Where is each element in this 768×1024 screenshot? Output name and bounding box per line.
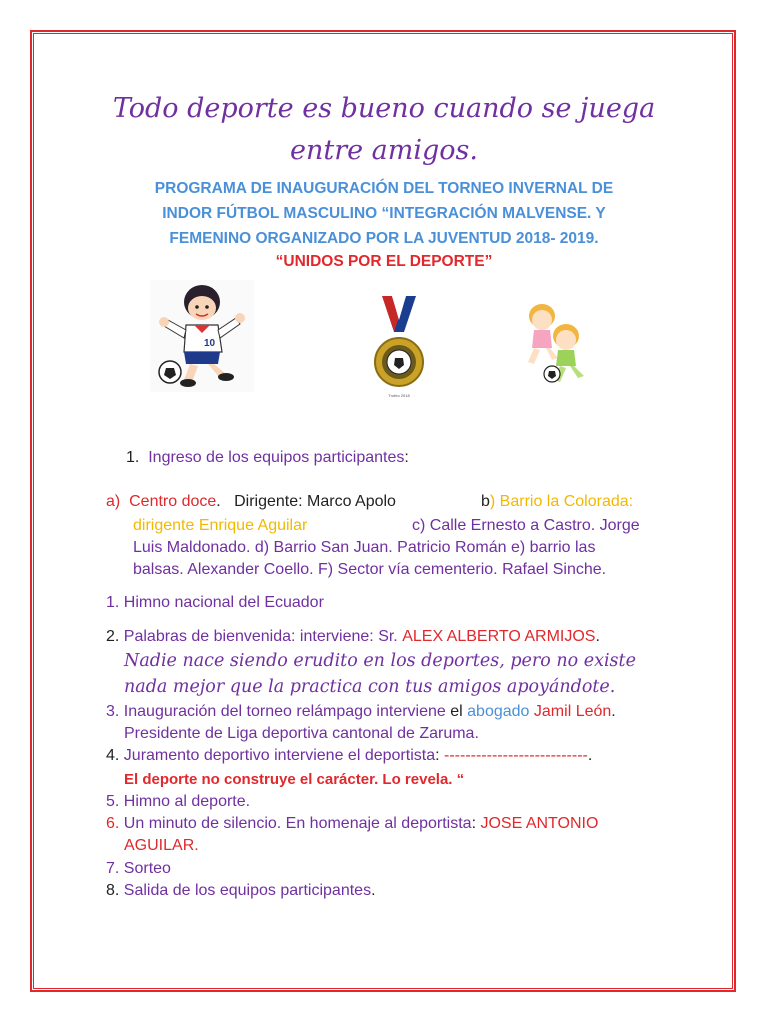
soccer-player-illustration [150, 280, 254, 392]
himno-nacional: 1. Himno nacional del Ecuador [106, 594, 324, 611]
item-8: 8. Salida de los equipos participantes. [106, 882, 376, 899]
medal-caption: Trofeo 2018 [388, 393, 410, 398]
item-2: 2. Palabras de bienvenida: interviene: Sr. ALEX ALBERTO ARMIJOS. [106, 628, 600, 645]
item-7: 7. Sorteo [106, 860, 171, 877]
program-line-1: PROGRAMA DE INAUGURACIÓN DEL TORNEO INVERNAL DE [154, 180, 614, 197]
item-5: 5. Himno al deporte. [106, 793, 251, 810]
program-line-2: INDOR FÚTBOL MASCULINO “INTEGRACIÓN MALVENSE. Y [162, 205, 606, 222]
quote-1-line-2: nada mejor que la practica con tus amigos apoyándote. [124, 677, 616, 697]
item-3-line-2: Presidente de Liga deportiva cantonal de Zaruma. [124, 725, 479, 742]
teams-line-1b: b) Barrio la Colorada: [481, 493, 634, 510]
program-line-3: FEMENINO ORGANIZADO POR LA JUVENTUD 2018- 2019. [169, 230, 599, 247]
program-heading [70, 176, 698, 251]
item-6: 6. Un minuto de silencio. En homenaje al deportista: JOSE ANTONIO [106, 815, 599, 832]
item-3: 3. Inauguración del torneo relámpago interviene el abogado Jamil León. [106, 703, 616, 720]
teams-line-1: a) Centro doce. Dirigente: Marco Apolo [106, 493, 396, 510]
teams-line-2: dirigente Enrique Aguilar [133, 517, 308, 534]
slogan: “UNIDOS POR EL DEPORTE” [275, 253, 493, 270]
jersey-number: 10 [204, 338, 216, 349]
medal-illustration [372, 296, 426, 400]
teams-line-3: Luis Maldonado. d) Barrio San Juan. Patricio Román e) barrio las [133, 539, 596, 556]
quote-1-line-1: Nadie nace siendo erudito en los deportes, pero no existe [124, 651, 636, 671]
teams-line-2b: c) Calle Ernesto a Castro. Jorge [412, 517, 640, 534]
teams-line-4: balsas. Alexander Coello. F) Sector vía cementerio. Rafael Sinche. [133, 561, 607, 578]
title-line-2: entre amigos. [290, 135, 478, 166]
item-1: 1. Ingreso de los equipos participantes: [126, 449, 409, 466]
item-6-line-2: AGUILAR. [124, 837, 199, 854]
item-4: 4. Juramento deportivo interviene el deportista: ---------------------------. [106, 747, 593, 764]
quote-2: El deporte no construye el carácter. Lo revela. “ [124, 771, 465, 788]
document-title [60, 88, 708, 172]
slogan-text: UNIDOS POR EL DEPORTE [283, 253, 485, 270]
title-line-1: Todo deporte es bueno cuando se juega [112, 93, 656, 124]
kids-playing-illustration [522, 300, 588, 386]
